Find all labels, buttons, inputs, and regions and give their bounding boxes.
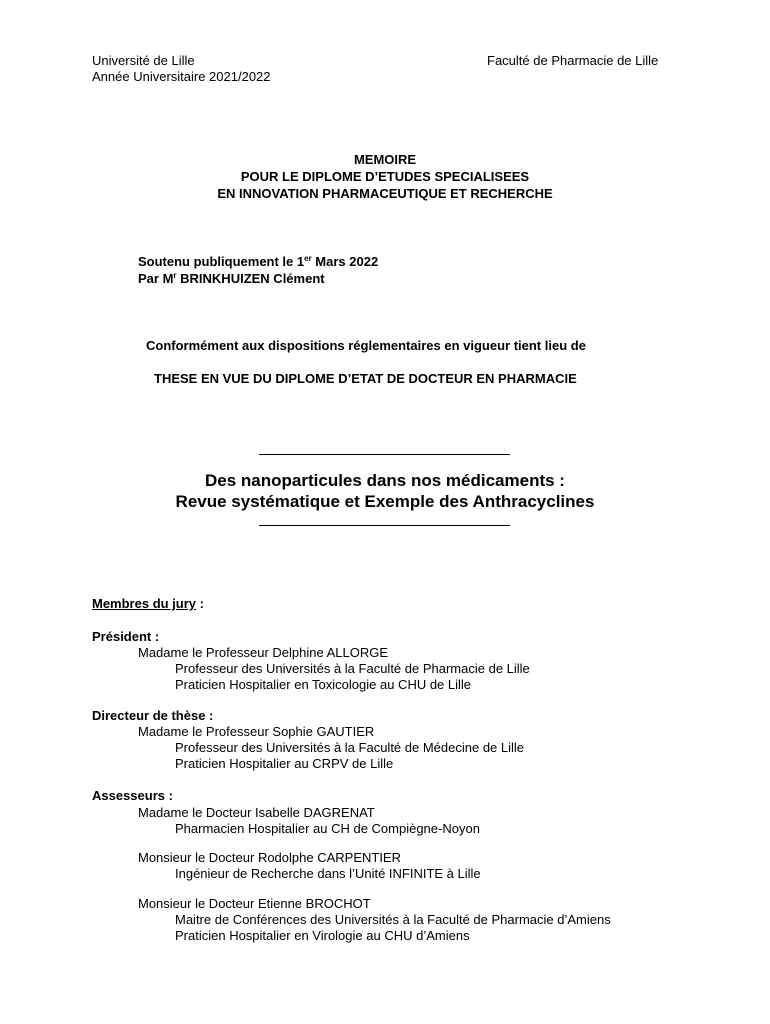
title-bottom-rule	[259, 525, 510, 526]
title-top-rule	[259, 454, 510, 455]
jury-heading-label: Membres du jury	[92, 596, 197, 611]
memoire-title: MEMOIRE	[353, 152, 417, 167]
assesseur-2-name: Monsieur le Docteur Rodolphe CARPENTIER	[138, 850, 401, 865]
academic-year: Année Universitaire 2021/2022	[92, 69, 271, 84]
soutenance-month: Mars 2022	[311, 254, 379, 269]
thesis-title-line2: Revue systématique et Exemple des Anthracyclines	[175, 492, 595, 511]
these-text: THESE EN VUE DU DIPLOME D’ETAT DE DOCTEUR EN PHARMACIE	[154, 371, 577, 386]
jury-heading-colon: :	[196, 596, 204, 611]
directeur-name: Madame le Professeur Sophie GAUTIER	[138, 724, 375, 739]
thesis-title-line1: Des nanoparticules dans nos médicaments :	[205, 471, 565, 490]
conformement-text: Conformément aux dispositions réglementaires en vigueur tient lieu de	[146, 338, 586, 353]
author-prefix: Par M	[138, 271, 174, 286]
assesseurs-heading: Assesseurs :	[92, 788, 173, 803]
soutenance-prefix: Soutenu publiquement le 1	[138, 254, 305, 269]
assesseur-3-role-1: Maitre de Conférences des Universités à la Faculté de Pharmacie d’Amiens	[175, 912, 611, 927]
assesseur-2-role-1: Ingénieur de Recherche dans l’Unité INFINITE à Lille	[175, 866, 481, 881]
directeur-role-1: Professeur des Universités à la Faculté de Médecine de Lille	[175, 740, 525, 755]
author-name: BRINKHUIZEN Clément	[176, 271, 325, 286]
president-role-1: Professeur des Universités à la Faculté de Pharmacie de Lille	[175, 661, 530, 676]
assesseur-1-role-1: Pharmacien Hospitalier au CH de Compiègne-Noyon	[175, 821, 480, 836]
directeur-heading: Directeur de thèse :	[92, 708, 214, 723]
soutenance-sup: er	[304, 254, 312, 263]
assesseur-3-role-2: Praticien Hospitalier en Virologie au CHU d’Amiens	[175, 928, 470, 943]
author-sup: r	[173, 271, 177, 280]
faculty-name: Faculté de Pharmacie de Lille	[487, 53, 659, 68]
soutenance-date	[138, 254, 378, 270]
memoire-subtitle-1: POUR LE DIPLOME D’ETUDES SPECIALISEES	[240, 169, 530, 184]
assesseur-1-name: Madame le Docteur Isabelle DAGRENAT	[138, 805, 375, 820]
jury-heading	[92, 596, 204, 612]
president-name: Madame le Professeur Delphine ALLORGE	[138, 645, 389, 660]
assesseur-3-name: Monsieur le Docteur Etienne BROCHOT	[138, 896, 371, 911]
president-role-2: Praticien Hospitalier en Toxicologie au CHU de Lille	[175, 677, 472, 692]
memoire-subtitle-2: EN INNOVATION PHARMACEUTIQUE ET RECHERCHE	[217, 186, 553, 201]
directeur-role-2: Praticien Hospitalier au CRPV de Lille	[175, 756, 394, 771]
university-name: Université de Lille	[92, 53, 195, 68]
author-line	[138, 271, 325, 287]
president-heading: Président :	[92, 629, 160, 644]
